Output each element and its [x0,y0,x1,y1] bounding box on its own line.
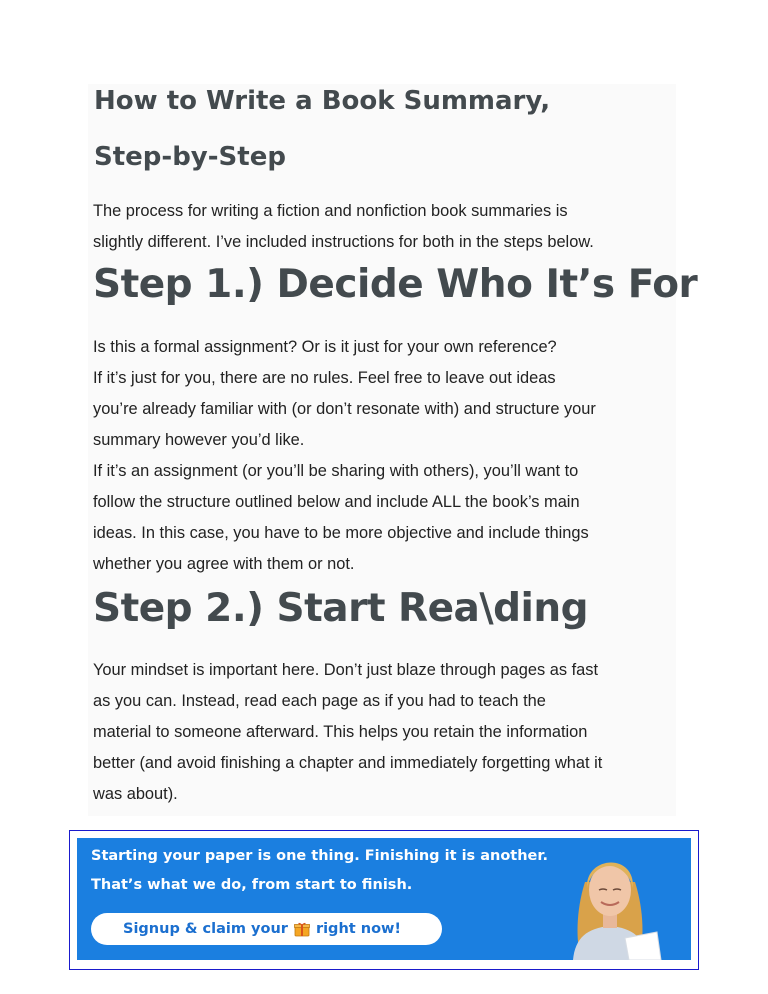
text-line: follow the structure outlined below and include ALL the book’s main [93,493,580,511]
step2-heading: Step 2.) Start Rea\ding [93,586,589,631]
text-line: The process for writing a fiction and nonfiction book summaries is [93,202,568,220]
text-line: material to someone afterward. This helps you retain the information [93,723,588,741]
woman-reading-image [555,842,665,960]
text-line: ideas. In this case, you have to be more objective and include things [93,524,589,542]
signup-button-label: Signup & claim your [123,921,288,937]
step2-paragraph [93,655,688,810]
text-line: If it’s an assignment (or you’ll be sharing with others), you’ll want to [93,462,579,480]
text-line: as you can. Instead, read each page as if you had to teach the [93,692,546,710]
step1-heading: Step 1.) Decide Who It’s For [93,262,698,307]
intro-paragraph [93,196,688,258]
text-line: summary however you’d like. [93,431,305,449]
ad-banner[interactable] [77,838,691,960]
text-line: you’re already familiar with (or don’t resonate with) and structure your [93,400,596,418]
text-line: Your mindset is important here. Don’t just blaze through pages as fast [93,661,599,679]
article-title-line2: Step-by-Step [94,142,286,172]
step1-paragraph [93,332,688,580]
signup-button-label-end: right now! [315,921,402,937]
ad-line2: That’s what we do, from start to finish. [91,877,413,893]
text-line: slightly different. I’ve included instructions for both in the steps below. [93,233,594,251]
signup-button[interactable] [91,913,442,945]
article-title-line1: How to Write a Book Summary, [94,86,551,116]
ad-line1: Starting your paper is one thing. Finishing it is another. [91,848,548,864]
text-line: Is this a formal assignment? Or is it just for your own reference? [93,338,557,356]
text-line: whether you agree with them or not. [93,555,355,573]
text-line: If it’s just for you, there are no rules. Feel free to leave out ideas [93,369,556,387]
text-line: better (and avoid finishing a chapter and immediately forgetting what it [93,754,603,772]
gift-icon [294,921,310,937]
text-line: was about). [93,785,178,803]
